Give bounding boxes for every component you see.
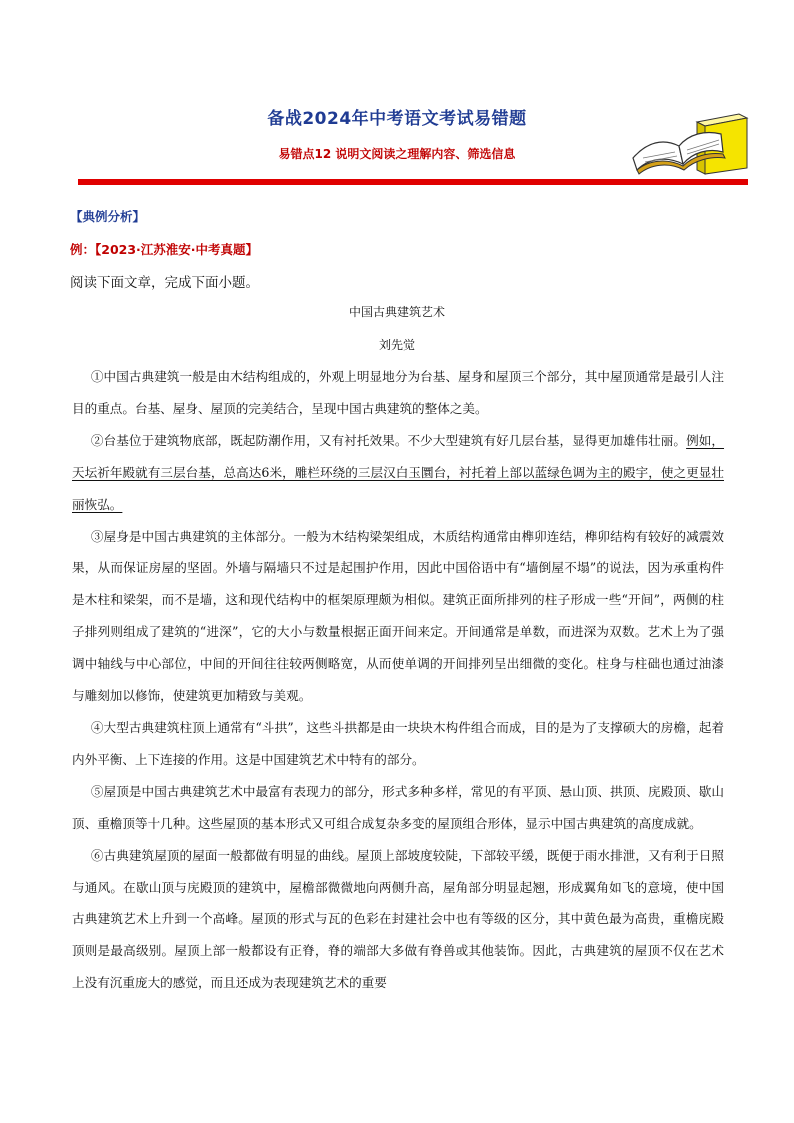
article-paragraph: ①中国古典建筑一般是由木结构组成的，外观上明显地分为台基、屋身和屋顶三个部分，其中屋顶通常是最引人注目的重点。台基、屋身、屋顶的完美结合，呈现中国古典建筑的整体之美。 (72, 369, 724, 416)
article-body (72, 361, 724, 999)
header-divider (78, 179, 748, 185)
article-paragraph (72, 425, 724, 521)
document-title: 备战2024年中考语文考试易错题 (267, 109, 527, 129)
article-paragraph: ④大型古典建筑柱顶上通常有“斗拱”，这些斗拱都是由一块块木构件组合而成，目的是为了支撑硕大的房檐，起着内外平衡、上下连接的作用。这是中国建筑艺术中特有的部分。 (72, 719, 724, 767)
article-title: 中国古典建筑艺术 (348, 305, 445, 319)
section-label: 【典例分析】 (70, 209, 146, 224)
question-instruction: 阅读下面文章，完成下面小题。 (70, 275, 259, 291)
article-paragraph: ⑤屋顶是中国古典建筑艺术中最富有表现力的部分，形式多种多样，常见的有平顶、悬山顶、拱顶、庑殿顶、歇山顶、重檐顶等十几种。这些屋顶的基本形式又可组合成复杂多变的屋顶组合形体，显示中国古典建筑的高度成就。 (72, 783, 724, 831)
article-paragraph: ⑥古典建筑屋顶的屋面一般都做有明显的曲线。屋顶上部坡度较陡，下部较平缓，既便于雨水排泄，又有利于日照与通风。在歇山顶与庑殿顶的建筑中，屋檐部微微地向两侧升高，屋角部分明显起翘，形成翼角如飞的意境，使中国古典建筑艺术上升到一个高峰。屋顶的形式与瓦的色彩在封建社会中也有等级的区分，其中黄色最为高贵，重檐庑殿顶则是最高级别。屋顶上部一般都设有正脊，脊的端部大多做有脊兽或其他装饰。因此，古典建筑的屋顶不仅在艺术上没有沉重庞大的感觉，而且还成为表现建筑艺术的重要 (72, 847, 724, 991)
paragraph-text: ②台基位于建筑物底部，既起防潮作用，又有衬托效果。不少大型建筑有好几层台基，显得更加雄伟壮丽。 (90, 432, 687, 448)
article-author: 刘先觉 (378, 338, 415, 352)
example-source: 例：【2023·江苏淮安·中考真题】 (70, 242, 259, 257)
book-icon (627, 112, 749, 176)
underlined-sentence: 例如，天坛祈年殿就有三层台基，总高达6米，雕栏环绕的三层汉白玉圜台，衬托着上部以蓝绿色调为主的殿宇，使之更显壮丽恢弘。 (72, 432, 725, 512)
article-paragraph: ③屋身是中国古典建筑的主体部分。一般为木结构梁架组成，木质结构通常由榫卯连结，榫卯结构有较好的减震效果，从而保证房屋的坚固。外墙与隔墙只不过是起围护作用，因此中国俗语中有“墙倒屋不塌”的说法，因为承重构件是木柱和梁架，而不是墙，这和现代结构中的框架原理颇为相似。建筑正面所排列的柱子形成一些“开间”，两侧的柱子排列则组成了建筑的“进深”，它的大小与数量根据正面开间来定。开间通常是单数，而进深为双数。艺术上为了强调中轴线与中心部位，中间的开间往往较两侧略宽，从而使单调的开间排列呈出细微的变化。柱身与柱础也通过油漆与雕刻加以修饰，使建筑更加精致与美观。 (72, 528, 724, 704)
document-subtitle: 易错点12 说明文阅读之理解内容、筛选信息 (278, 147, 516, 161)
